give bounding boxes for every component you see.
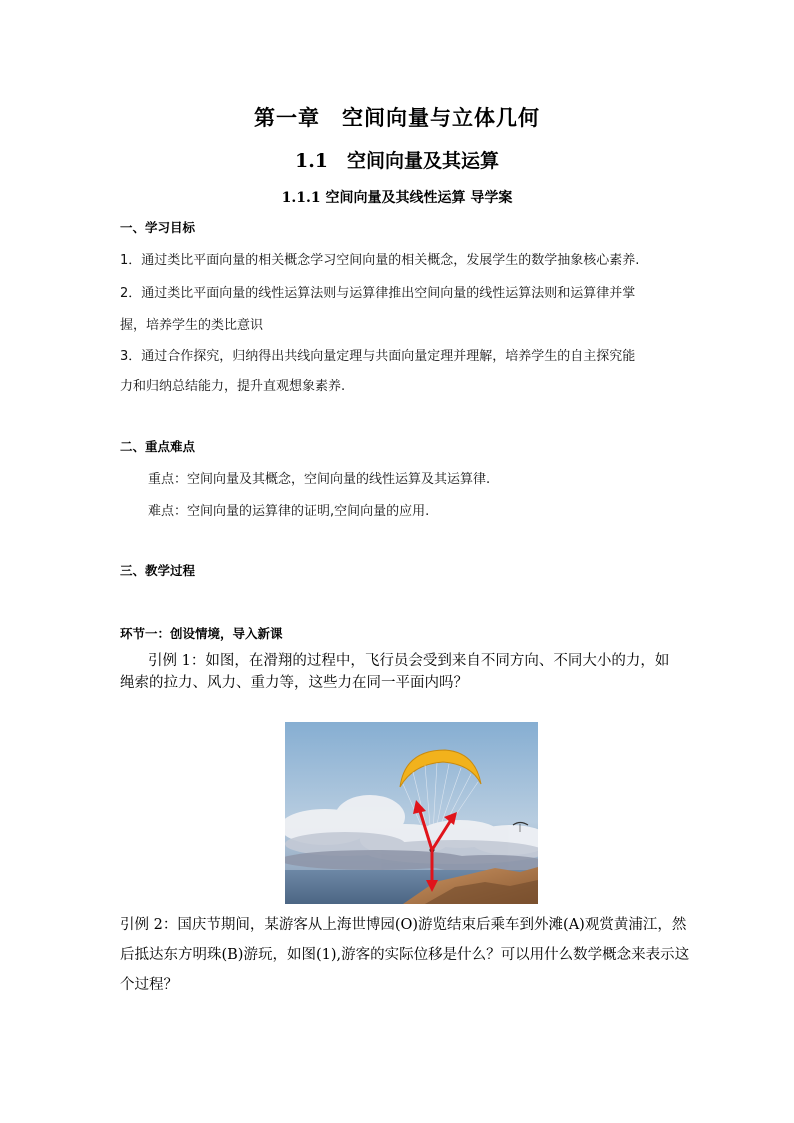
goal-item-3-line1: 3．通过合作探究，归纳得出共线向量定理与共面向量定理并理解，培养学生的自主探究能 xyxy=(120,349,636,364)
process-heading: 三、教学过程 xyxy=(120,563,196,578)
goal-item-2-line2: 握，培养学生的类比意识 xyxy=(120,318,264,333)
goal-item-1: 1．通过类比平面向量的相关概念学习空间向量的相关概念，发展学生的数学抽象核心素养. xyxy=(120,253,640,268)
key-point: 重点：空间向量及其概念，空间向量的线性运算及其运算律. xyxy=(148,472,491,487)
page-title: 第一章 空间向量与立体几何 xyxy=(254,105,540,130)
paraglider-photo xyxy=(285,722,538,904)
section-title: 1.1 空间向量及其运算 xyxy=(294,150,500,172)
goal-item-3-line2: 力和归纳总结能力，提升直观想象素养. xyxy=(120,379,346,394)
subsection-title: 1.1.1 空间向量及其线性运算 导学案 xyxy=(281,190,513,206)
example1-line2: 绳索的拉力、风力、重力等，这些力在同一平面内吗？ xyxy=(120,675,468,691)
example1-line1: 引例 1：如图，在滑翔的过程中，飞行员会受到来自不同方向、不同大小的力，如 xyxy=(148,653,670,669)
example2-line3: 个过程？ xyxy=(120,977,178,993)
example2-line2: 后抵达东方明珠(B)游玩，如图(1),游客的实际位移是什么？可以用什么数学概念来表示这 xyxy=(120,947,690,963)
example2-line1: 引例 2：国庆节期间，某游客从上海世博园(O)游览结束后乘车到外滩(A)观赏黄浦江，然 xyxy=(120,917,687,933)
goal-item-2-line1: 2．通过类比平面向量的线性运算法则与运算律推出空间向量的线性运算法则和运算律并掌 xyxy=(120,286,636,301)
step1-heading: 环节一：创设情境，导入新课 xyxy=(120,626,283,641)
goals-heading: 一、学习目标 xyxy=(120,220,196,235)
keypoints-heading: 二、重点难点 xyxy=(120,439,196,454)
difficulty-point: 难点：空间向量的运算律的证明,空间向量的应用. xyxy=(148,504,430,519)
